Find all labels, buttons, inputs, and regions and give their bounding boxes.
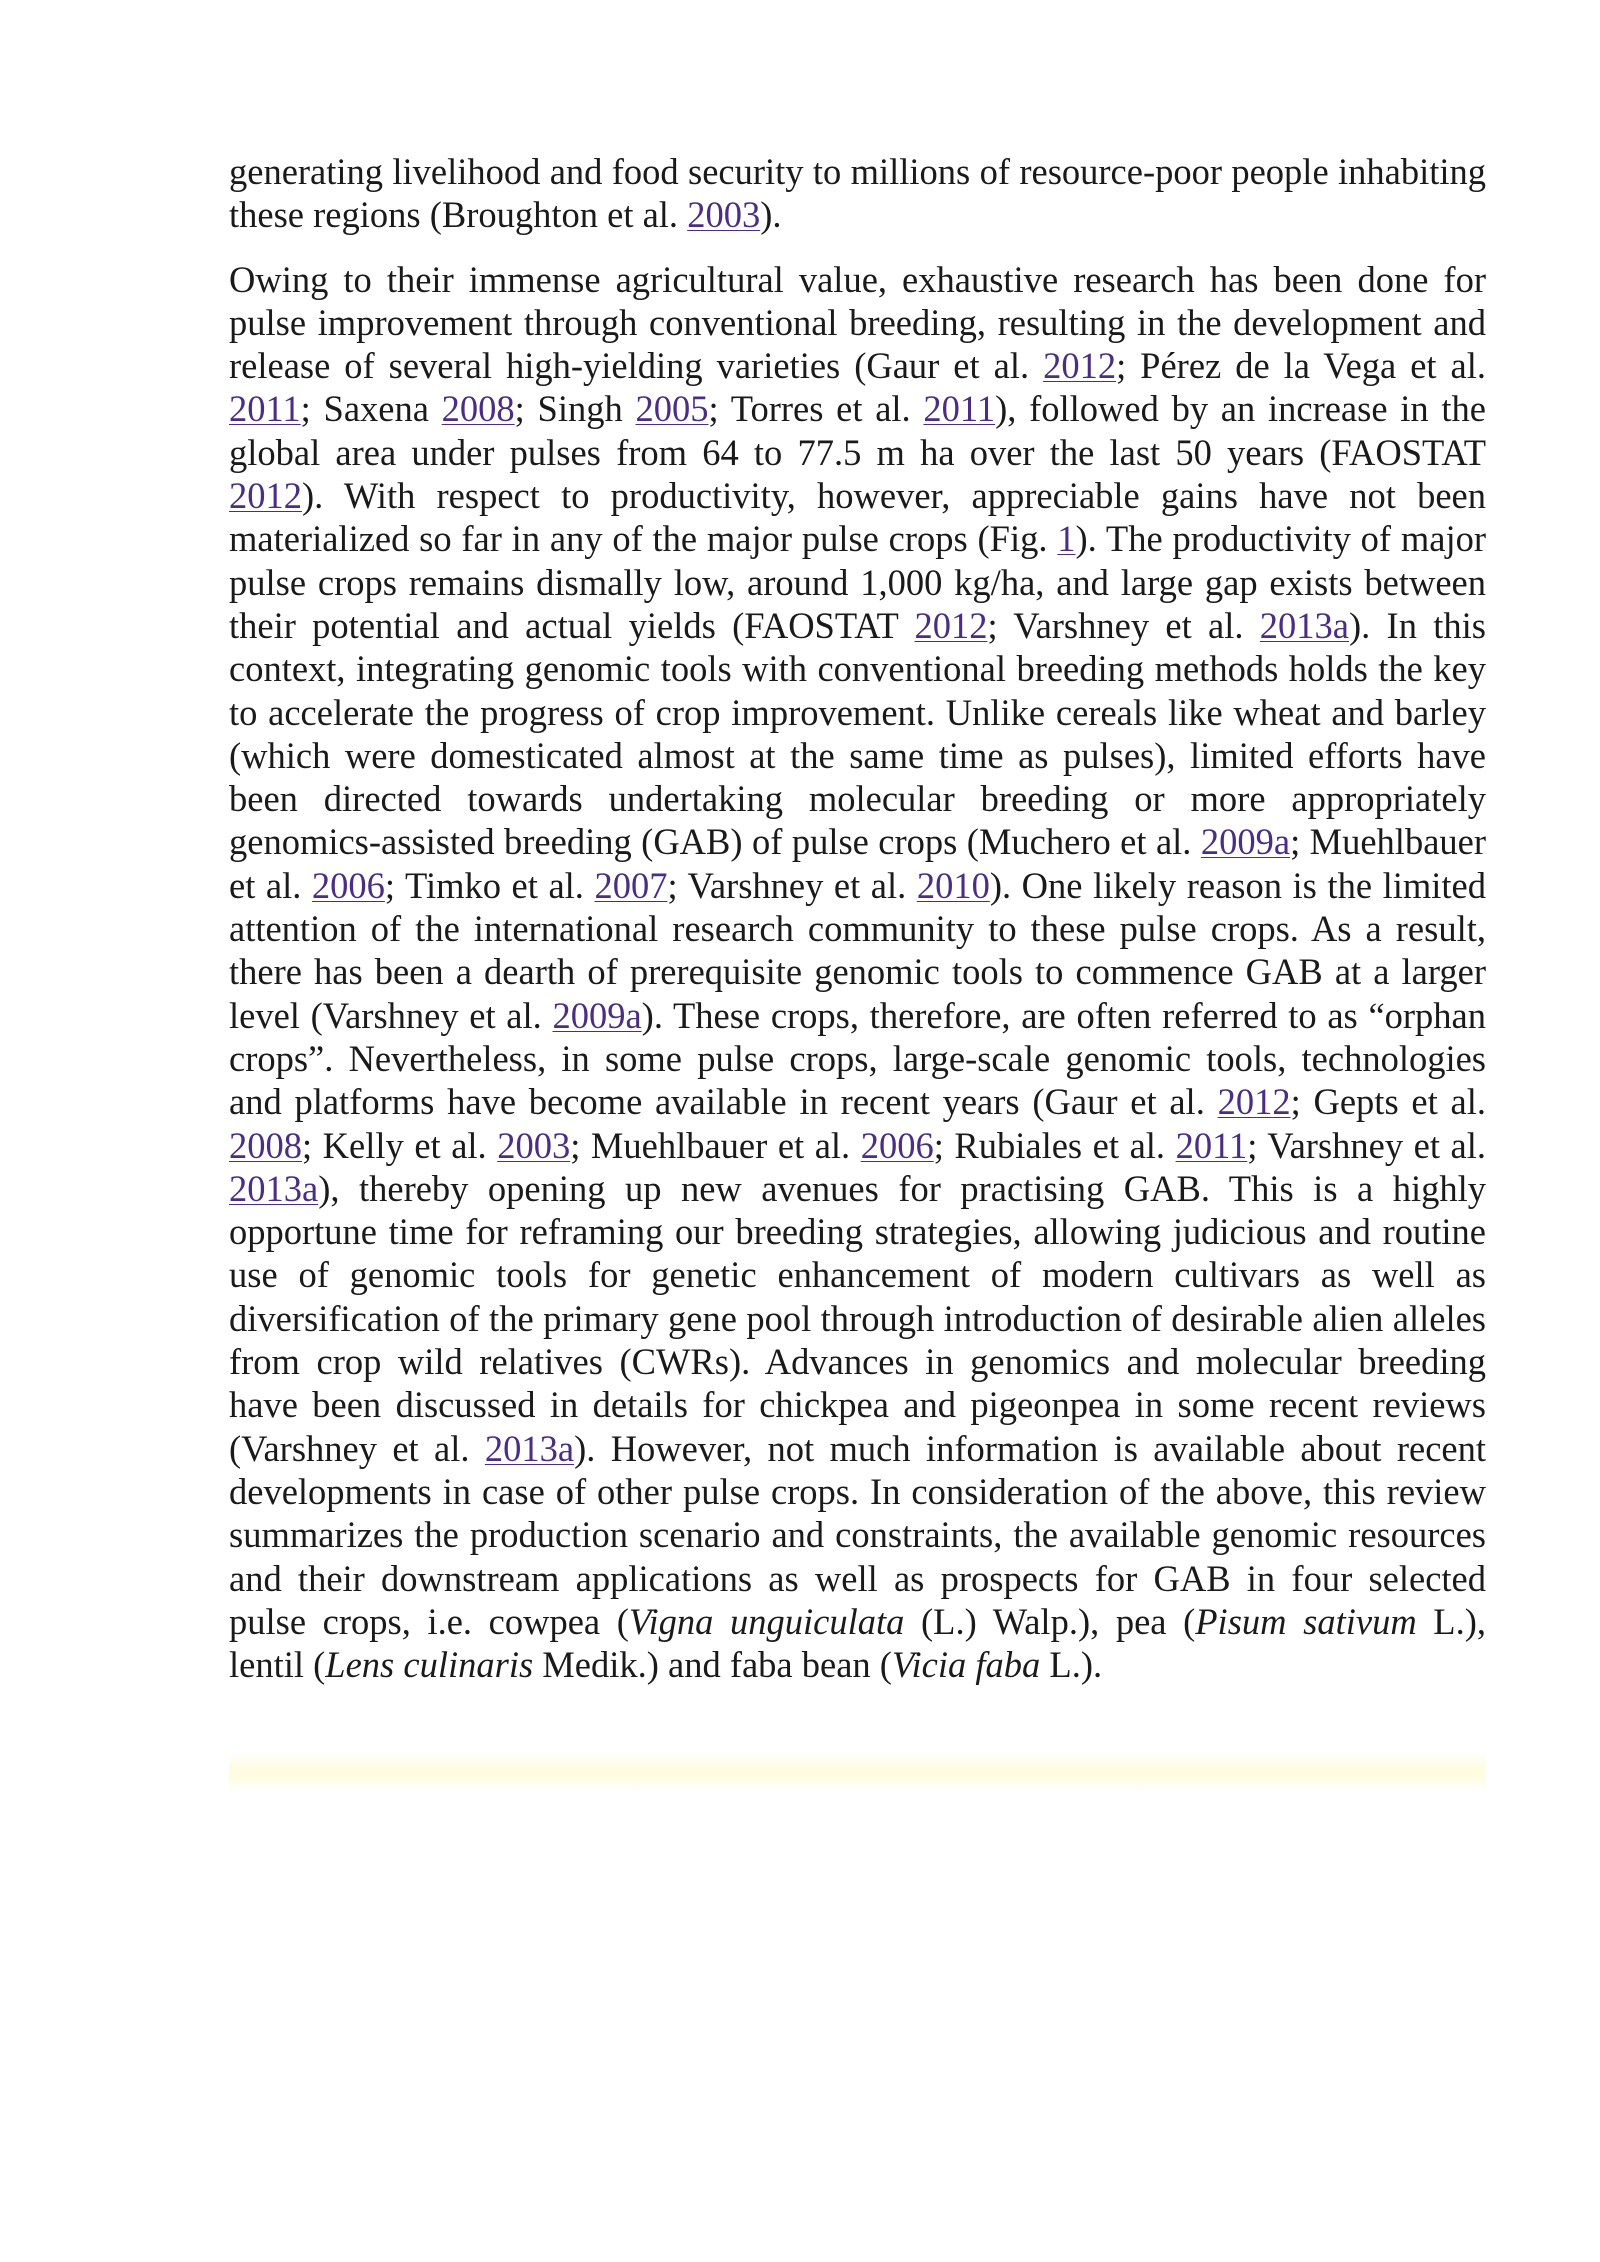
citation-link[interactable]: 2011 [923, 388, 996, 430]
text-run: ). The productivity of major pulse crops remains dismally low, around 1,000 kg/ha, and large gap exists between their potential and actual yields (FAOSTAT [229, 518, 1486, 646]
text-run: ; Muehlbauer et al. [229, 821, 1486, 906]
species-name: Pisum sativum [1195, 1600, 1417, 1642]
citation-link[interactable]: 2012 [914, 604, 988, 646]
citation-link[interactable]: 2010 [916, 864, 990, 906]
text-run: ), followed by an increase in the global area under pulses from 64 to 77.5 m ha over the last 50 years (FAOSTAT [229, 388, 1486, 473]
text-run: L.). [1040, 1644, 1103, 1686]
citation-link[interactable]: 2006 [860, 1124, 934, 1166]
citation-link[interactable]: 2007 [594, 864, 668, 906]
text-run: ). These crops, therefore, are often referred to as “orphan crops”. Nevertheless, in some pulse crops, large-scale genomic tools, technologies and platforms have become available in recent years (Gaur et al. [229, 994, 1486, 1123]
text-run: ; Varshney et al. [987, 604, 1260, 646]
species-name: Vigna unguiculata [628, 1600, 905, 1642]
citation-link[interactable]: 2012 [229, 475, 302, 517]
paragraph-continuation [229, 150, 1486, 237]
citation-link[interactable]: 2011 [1175, 1124, 1248, 1166]
text-run: (L.) Walp.), pea ( [904, 1600, 1196, 1642]
citation-link[interactable]: 2013a [229, 1167, 319, 1209]
text-run: ). One likely reason is the limited attention of the international research community to these pulse crops. As a result, there has been a dearth of prerequisite genomic tools to commence GAB at a larger level (Varshney et al. [229, 864, 1486, 1036]
citation-link[interactable]: 2012 [1217, 1081, 1291, 1123]
citation-link[interactable]: 2003 [497, 1124, 571, 1166]
citation-link[interactable]: 1 [1057, 518, 1076, 560]
citation-link[interactable]: 2009a [1200, 821, 1291, 863]
text-run: ; Gepts et al. [1290, 1081, 1486, 1123]
citation-link[interactable]: 2008 [441, 388, 515, 430]
text-run: L.), lentil ( [229, 1600, 1487, 1686]
citation-link[interactable]: 2005 [635, 388, 709, 430]
text-run: ). [760, 194, 782, 236]
citation-link[interactable]: 2012 [1043, 345, 1117, 387]
body-text-column [229, 150, 1486, 1686]
text-run: ; Varshney et al. [667, 864, 917, 906]
paragraph-introduction [229, 258, 1486, 1687]
highlight-band [229, 1752, 1486, 1792]
text-run: Owing to their immense agricultural value, exhaustive research has been done for pulse improvement through conventional breeding, resulting in the development and release of several high-yielding varieties (Gaur et al. [229, 258, 1486, 387]
text-run: ; Saxena [300, 388, 442, 430]
text-run: ; Muehlbauer et al. [570, 1124, 861, 1166]
text-run: ; Timko et al. [384, 864, 595, 906]
text-run: ). However, not much information is available about recent developments in case of other pulse crops. In consideration of the above, this review summarizes the production scenario and constraints, the available genomic resources and their downstream applications as well as prospects for GAB in four selected pulse crops, i.e. cowpea ( [229, 1427, 1486, 1642]
text-run: ; Torres et al. [708, 388, 924, 430]
text-run: generating livelihood and food security to millions of resource-poor people inhabiting these regions (Broughton et al. [229, 151, 1486, 236]
citation-link[interactable]: 2013a [484, 1427, 575, 1469]
text-run: ; Rubiales et al. [933, 1124, 1176, 1166]
citation-link[interactable]: 2009a [552, 994, 642, 1036]
text-run: ; Pérez de la Vega et al. [1116, 345, 1486, 387]
citation-link[interactable]: 2003 [687, 194, 761, 236]
citation-link[interactable]: 2006 [311, 864, 385, 906]
text-run: ). With respect to productivity, however, appreciable gains have not been materialized so far in any of the major pulse crops (Fig. [229, 475, 1486, 560]
citation-link[interactable]: 2011 [229, 388, 301, 430]
species-name: Lens culinaris [325, 1644, 534, 1686]
text-run: ; Singh [514, 388, 636, 430]
citation-link[interactable]: 2008 [229, 1124, 302, 1166]
species-name: Vicia faba [891, 1644, 1041, 1686]
text-run: ; Kelly et al. [302, 1124, 498, 1166]
citation-link[interactable]: 2013a [1259, 604, 1349, 646]
text-run: ), thereby opening up new avenues for practising GAB. This is a highly opportune time for reframing our breeding strategies, allowing judicious and routine use of genomic tools for genetic enhancement of modern cultivars as well as diversification of the primary gene pool through introduction of desirable alien alleles from crop wild relatives (CWRs). Advances in genomics and molecular breeding have been discussed in details for chickpea and pigeonpea in some recent reviews (Varshney et al. [229, 1167, 1486, 1469]
text-run: Medik.) and faba bean ( [533, 1644, 892, 1686]
text-run: ). In this context, integrating genomic tools with conventional breeding methods holds the key to accelerate the progress of crop improvement. Unlike cereals like wheat and barley (which were domesticated almost at the same time as pulses), limited efforts have been directed towards undertaking molecular breeding or more appropriately genomics-assisted breeding (GAB) of pulse crops (Muchero et al. [229, 604, 1486, 863]
text-run: ; Varshney et al. [1247, 1124, 1486, 1166]
